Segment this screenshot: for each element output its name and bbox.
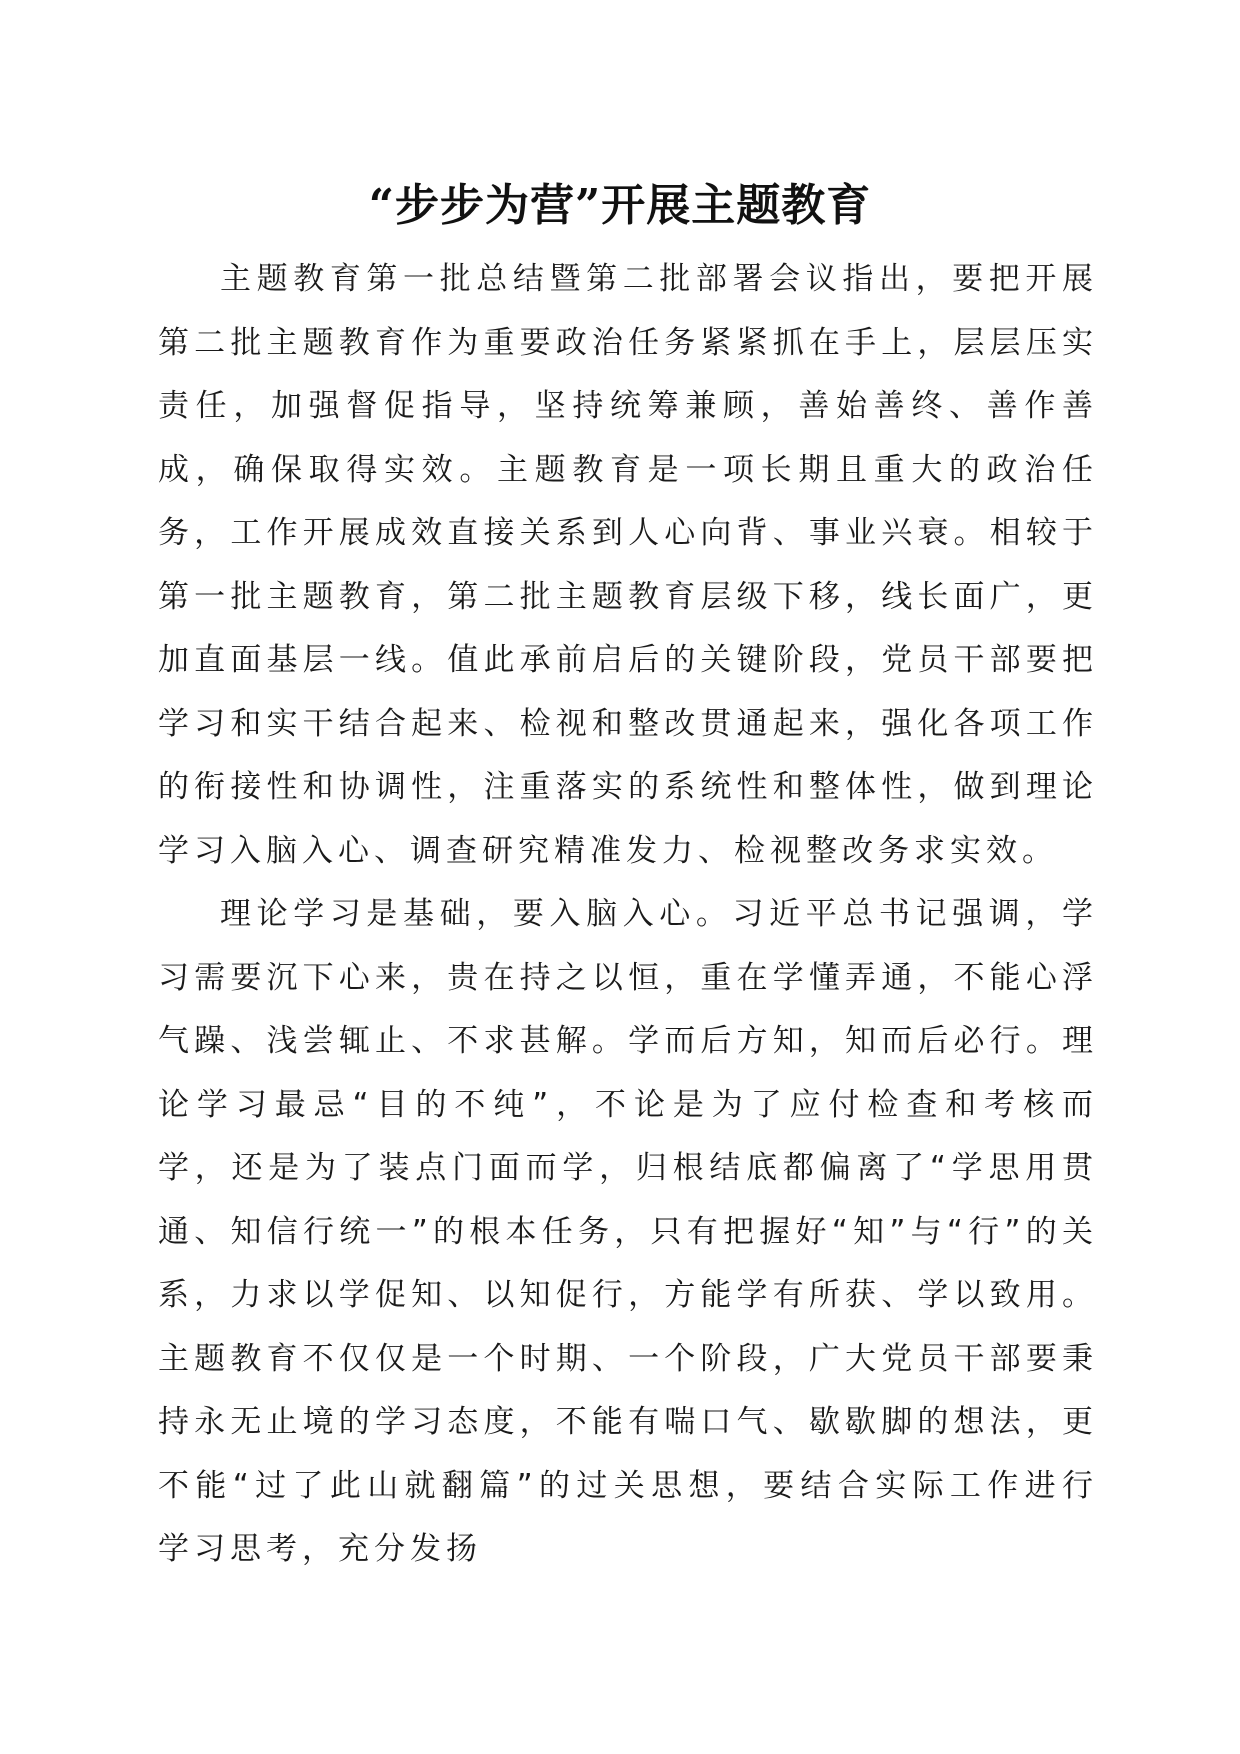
paragraph-2: 理论学习是基础，要入脑入心。习近平总书记强调，学习需要沉下心来，贵在持之以恒，重在学懂弄通，不能心浮气躁、浅尝辄止、不求甚解。学而后方知，知而后必行。理论学习最忌“目的不纯”，不论是为了应付检查和考核而学，还是为了装点门面而学，归根结底都偏离了“学思用贯通、知信行统一”的根本任务，只有把握好“知”与“行”的关系，力求以学促知、以知促行，方能学有所获、学以致用。主题教育不仅仅是一个时期、一个阶段，广大党员干部要秉持永无止境的学习态度，不能有喘口气、歇歇脚的想法，更不能“过了此山就翻篇”的过关思想，要结合实际工作进行学习思考，充分发扬 [158, 896, 1098, 1567]
document-title: “步步为营”开展主题教育 [368, 180, 872, 231]
paragraph-1: 主题教育第一批总结暨第二批部署会议指出，要把开展第二批主题教育作为重要政治任务紧紧抓在手上，层层压实责任，加强督促指导，坚持统筹兼顾，善始善终、善作善成，确保取得实效。主题教育是一项长期且重大的政治任务，工作开展成效直接关系到人心向背、事业兴衰。相较于第一批主题教育，第二批主题教育层级下移，线长面广，更加直面基层一线。值此承前启后的关键阶段，党员干部要把学习和实干结合起来、检视和整改贯通起来，强化各项工作的衔接性和协调性，注重落实的系统性和整体性，做到理论学习入脑入心、调查研究精准发力、检视整改务求实效。 [158, 261, 1098, 869]
document-body [158, 248, 1098, 1582]
